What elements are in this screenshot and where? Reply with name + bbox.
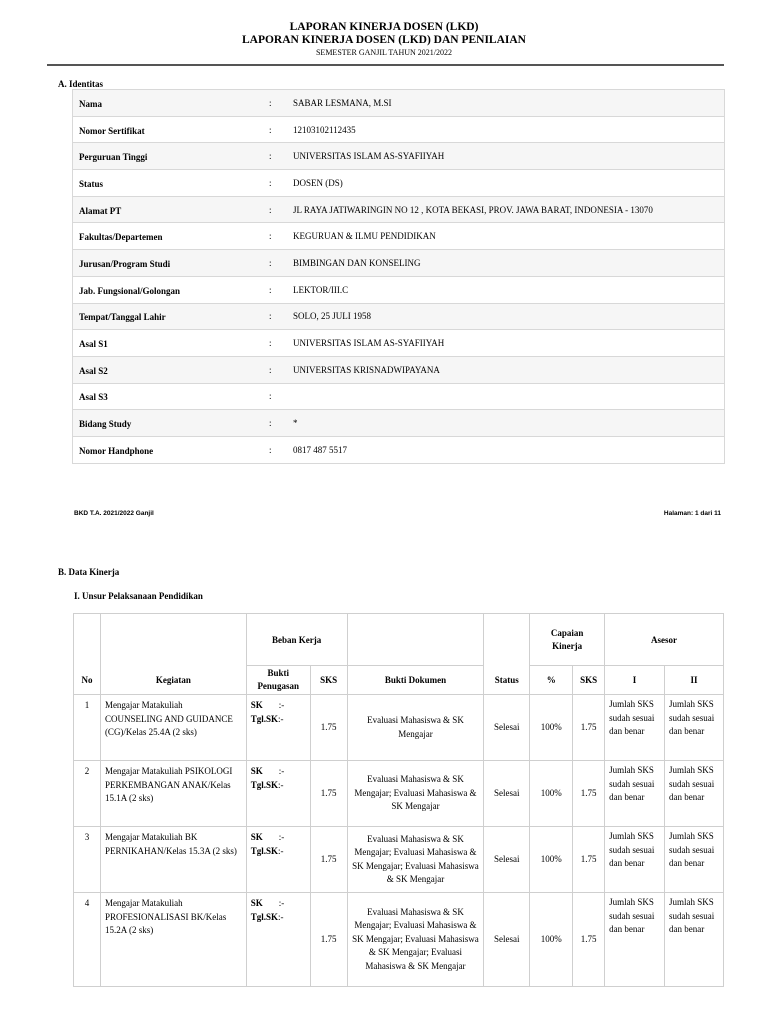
header-sks: SKS (310, 666, 347, 695)
row-asesor-1: Jumlah SKS sudah sesuai dan benar (605, 827, 665, 893)
identity-colon: : (263, 170, 287, 197)
identity-table (72, 89, 725, 464)
identity-colon: : (263, 143, 287, 170)
row-persen: 100% (530, 827, 573, 893)
row-asesor-1: Jumlah SKS sudah sesuai dan benar (605, 761, 665, 827)
header-asesor-1: I (605, 666, 665, 695)
header-no: No (74, 666, 101, 695)
row-bukti-penugasan (246, 761, 310, 827)
report-subtitle: LAPORAN KINERJA DOSEN (LKD) DAN PENILAIAN (241, 34, 526, 46)
row-bukti-penugasan (246, 827, 310, 893)
identity-label: Fakultas/Departemen (73, 223, 264, 250)
footer-doc-label: BKD T.A. 2021/2022 Ganjil (74, 510, 154, 517)
row-sks-capaian: 1.75 (573, 893, 605, 987)
header-kegiatan-top (100, 614, 246, 666)
identity-label: Nama (73, 90, 264, 117)
row-sks-capaian: 1.75 (573, 695, 605, 761)
header-beban-kerja: Beban Kerja (246, 614, 347, 666)
row-bukti-penugasan (246, 695, 310, 761)
identity-label: Jurusan/Program Studi (73, 250, 264, 277)
table-row (74, 827, 724, 893)
header-no-top (74, 614, 101, 666)
row-number: 1 (74, 695, 101, 761)
row-bukti-dokumen: Evaluasi Mahasiswa & SK Mengajar; Evaluasi Mahasiswa & SK Mengajar; Evaluasi Mahasiswa & SK Mengajar (347, 827, 484, 893)
header-asesor: Asesor (605, 614, 724, 666)
table-row (74, 695, 724, 761)
identity-label: Nomor Sertifikat (73, 116, 264, 143)
header-asesor-2: II (665, 666, 724, 695)
section-b1-subtitle: I. Unsur Pelaksanaan Pendidikan (74, 591, 203, 601)
identity-row (73, 276, 725, 303)
header-persen: % (530, 666, 573, 695)
row-bukti-penugasan (246, 893, 310, 987)
row-number: 2 (74, 761, 101, 827)
identity-label: Perguruan Tinggi (73, 143, 264, 170)
identity-colon: : (263, 356, 287, 383)
identity-value: DOSEN (DS) (287, 170, 725, 197)
identity-row (73, 330, 725, 357)
identity-label: Nomor Handphone (73, 436, 264, 463)
tgl-sk-label: Tgl.SK (250, 845, 278, 856)
row-kegiatan: Mengajar Matakuliah PROFESIONALISASI BK/Kelas 15.2A (2 sks) (100, 893, 246, 987)
row-status: Selesai (484, 827, 530, 893)
identity-row (73, 143, 725, 170)
row-bukti-dokumen: Evaluasi Mahasiswa & SK Mengajar; Evaluasi Mahasiswa & SK Mengajar (347, 761, 484, 827)
row-number: 3 (74, 827, 101, 893)
header-bukti-dokumen: Bukti Dokumen (347, 666, 484, 695)
identity-colon: : (263, 436, 287, 463)
identity-row (73, 410, 725, 437)
identity-value: 0817 487 5517 (287, 436, 725, 463)
report-title: LAPORAN KINERJA DOSEN (LKD) (289, 21, 479, 33)
semester-label: SEMESTER GANJIL TAHUN 2021/2022 (315, 48, 453, 57)
header-status: Status (484, 666, 530, 695)
row-status: Selesai (484, 893, 530, 987)
identity-value: BIMBINGAN DAN KONSELING (287, 250, 725, 277)
identity-row (73, 436, 725, 463)
identity-label: Bidang Study (73, 410, 264, 437)
row-persen: 100% (530, 695, 573, 761)
identity-label: Alamat PT (73, 196, 264, 223)
row-persen: 100% (530, 893, 573, 987)
identity-row (73, 170, 725, 197)
row-kegiatan: Mengajar Matakuliah PSIKOLOGI PERKEMBANGAN ANAK/Kelas 15.1A (2 sks) (100, 761, 246, 827)
sk-value: :- (278, 700, 285, 710)
row-asesor-2: Jumlah SKS sudah sesuai dan benar (665, 827, 724, 893)
identity-value: * (287, 410, 725, 437)
identity-colon: : (263, 250, 287, 277)
identity-value: UNIVERSITAS ISLAM AS-SYAFIIYAH (287, 330, 725, 357)
tgl-sk-value: :- (278, 713, 284, 724)
row-asesor-1: Jumlah SKS sudah sesuai dan benar (605, 695, 665, 761)
section-a-title: A. Identitas (58, 79, 104, 89)
identity-label: Tempat/Tanggal Lahir (73, 303, 264, 330)
row-sks: 1.75 (310, 827, 347, 893)
row-bukti-dokumen: Evaluasi Mahasiswa & SK Mengajar (347, 695, 484, 761)
identity-colon: : (263, 90, 287, 117)
row-kegiatan: Mengajar Matakuliah BK PERNIKAHAN/Kelas 15.3A (2 sks) (100, 827, 246, 893)
performance-table (73, 613, 724, 987)
identity-value: 12103102112435 (287, 116, 725, 143)
row-asesor-2: Jumlah SKS sudah sesuai dan benar (665, 893, 724, 987)
header-status-top (484, 614, 530, 666)
identity-value (287, 383, 725, 410)
identity-row (73, 196, 725, 223)
sk-label: SK (250, 700, 263, 710)
identity-value: JL RAYA JATIWARINGIN NO 12 , KOTA BEKASI, PROV. JAWA BARAT, INDONESIA - 13070 (287, 196, 725, 223)
section-b-title: B. Data Kinerja (58, 567, 120, 577)
identity-value: UNIVERSITAS KRISNADWIPAYANA (287, 356, 725, 383)
identity-row (73, 303, 725, 330)
identity-colon: : (263, 410, 287, 437)
identity-value: KEGURUAN & ILMU PENDIDIKAN (287, 223, 725, 250)
tgl-sk-value: :- (278, 779, 284, 790)
identity-colon: : (263, 330, 287, 357)
row-asesor-1: Jumlah SKS sudah sesuai dan benar (605, 893, 665, 987)
row-persen: 100% (530, 761, 573, 827)
row-sks-capaian: 1.75 (573, 761, 605, 827)
table-row (74, 893, 724, 987)
header-kegiatan: Kegiatan (100, 666, 246, 695)
tgl-sk-value: :- (278, 845, 284, 856)
tgl-sk-label: Tgl.SK (250, 911, 278, 922)
identity-value: LEKTOR/III.C (287, 276, 725, 303)
row-status: Selesai (484, 695, 530, 761)
tgl-sk-label: Tgl.SK (250, 779, 278, 790)
row-sks: 1.75 (310, 761, 347, 827)
table-row (74, 761, 724, 827)
row-number: 4 (74, 893, 101, 987)
header-divider (47, 64, 724, 66)
tgl-sk-value: :- (278, 911, 284, 922)
row-status: Selesai (484, 761, 530, 827)
identity-value: UNIVERSITAS ISLAM AS-SYAFIIYAH (287, 143, 725, 170)
sk-label: SK (250, 832, 263, 842)
header-bukti-penugasan: Bukti Penugasan (246, 666, 310, 695)
identity-row (73, 356, 725, 383)
document-header (0, 21, 768, 58)
sk-value: :- (278, 832, 285, 842)
row-sks: 1.75 (310, 893, 347, 987)
identity-value: SOLO, 25 JULI 1958 (287, 303, 725, 330)
identity-row (73, 383, 725, 410)
header-sks-capaian: SKS (573, 666, 605, 695)
sk-value: :- (278, 766, 285, 776)
identity-label: Jab. Fungsional/Golongan (73, 276, 264, 303)
identity-colon: : (263, 276, 287, 303)
identity-row (73, 223, 725, 250)
row-sks-capaian: 1.75 (573, 827, 605, 893)
identity-colon: : (263, 196, 287, 223)
identity-label: Status (73, 170, 264, 197)
sk-value: :- (278, 898, 285, 908)
row-bukti-dokumen: Evaluasi Mahasiswa & SK Mengajar; Evaluasi Mahasiswa & SK Mengajar; Evaluasi Mahasiswa & SK Mengajar; Evaluasi Mahasiswa & SK Mengajar (347, 893, 484, 987)
identity-colon: : (263, 116, 287, 143)
identity-label: Asal S1 (73, 330, 264, 357)
identity-row (73, 250, 725, 277)
identity-label: Asal S3 (73, 383, 264, 410)
header-bukti-dokumen-top (347, 614, 484, 666)
identity-colon: : (263, 383, 287, 410)
identity-value: SABAR LESMANA, M.SI (287, 90, 725, 117)
identity-colon: : (263, 223, 287, 250)
sk-label: SK (250, 766, 263, 776)
row-kegiatan: Mengajar Matakuliah COUNSELING AND GUIDANCE (CG)/Kelas 25.4A (2 sks) (100, 695, 246, 761)
footer-page-number: Halaman: 1 dari 11 (663, 510, 721, 517)
row-asesor-2: Jumlah SKS sudah sesuai dan benar (665, 695, 724, 761)
row-asesor-2: Jumlah SKS sudah sesuai dan benar (665, 761, 724, 827)
identity-row (73, 90, 725, 117)
sk-label: SK (250, 898, 263, 908)
row-sks: 1.75 (310, 695, 347, 761)
tgl-sk-label: Tgl.SK (250, 713, 278, 724)
header-capaian-kinerja: Capaian Kinerja (530, 614, 605, 666)
identity-colon: : (263, 303, 287, 330)
identity-row (73, 116, 725, 143)
identity-label: Asal S2 (73, 356, 264, 383)
